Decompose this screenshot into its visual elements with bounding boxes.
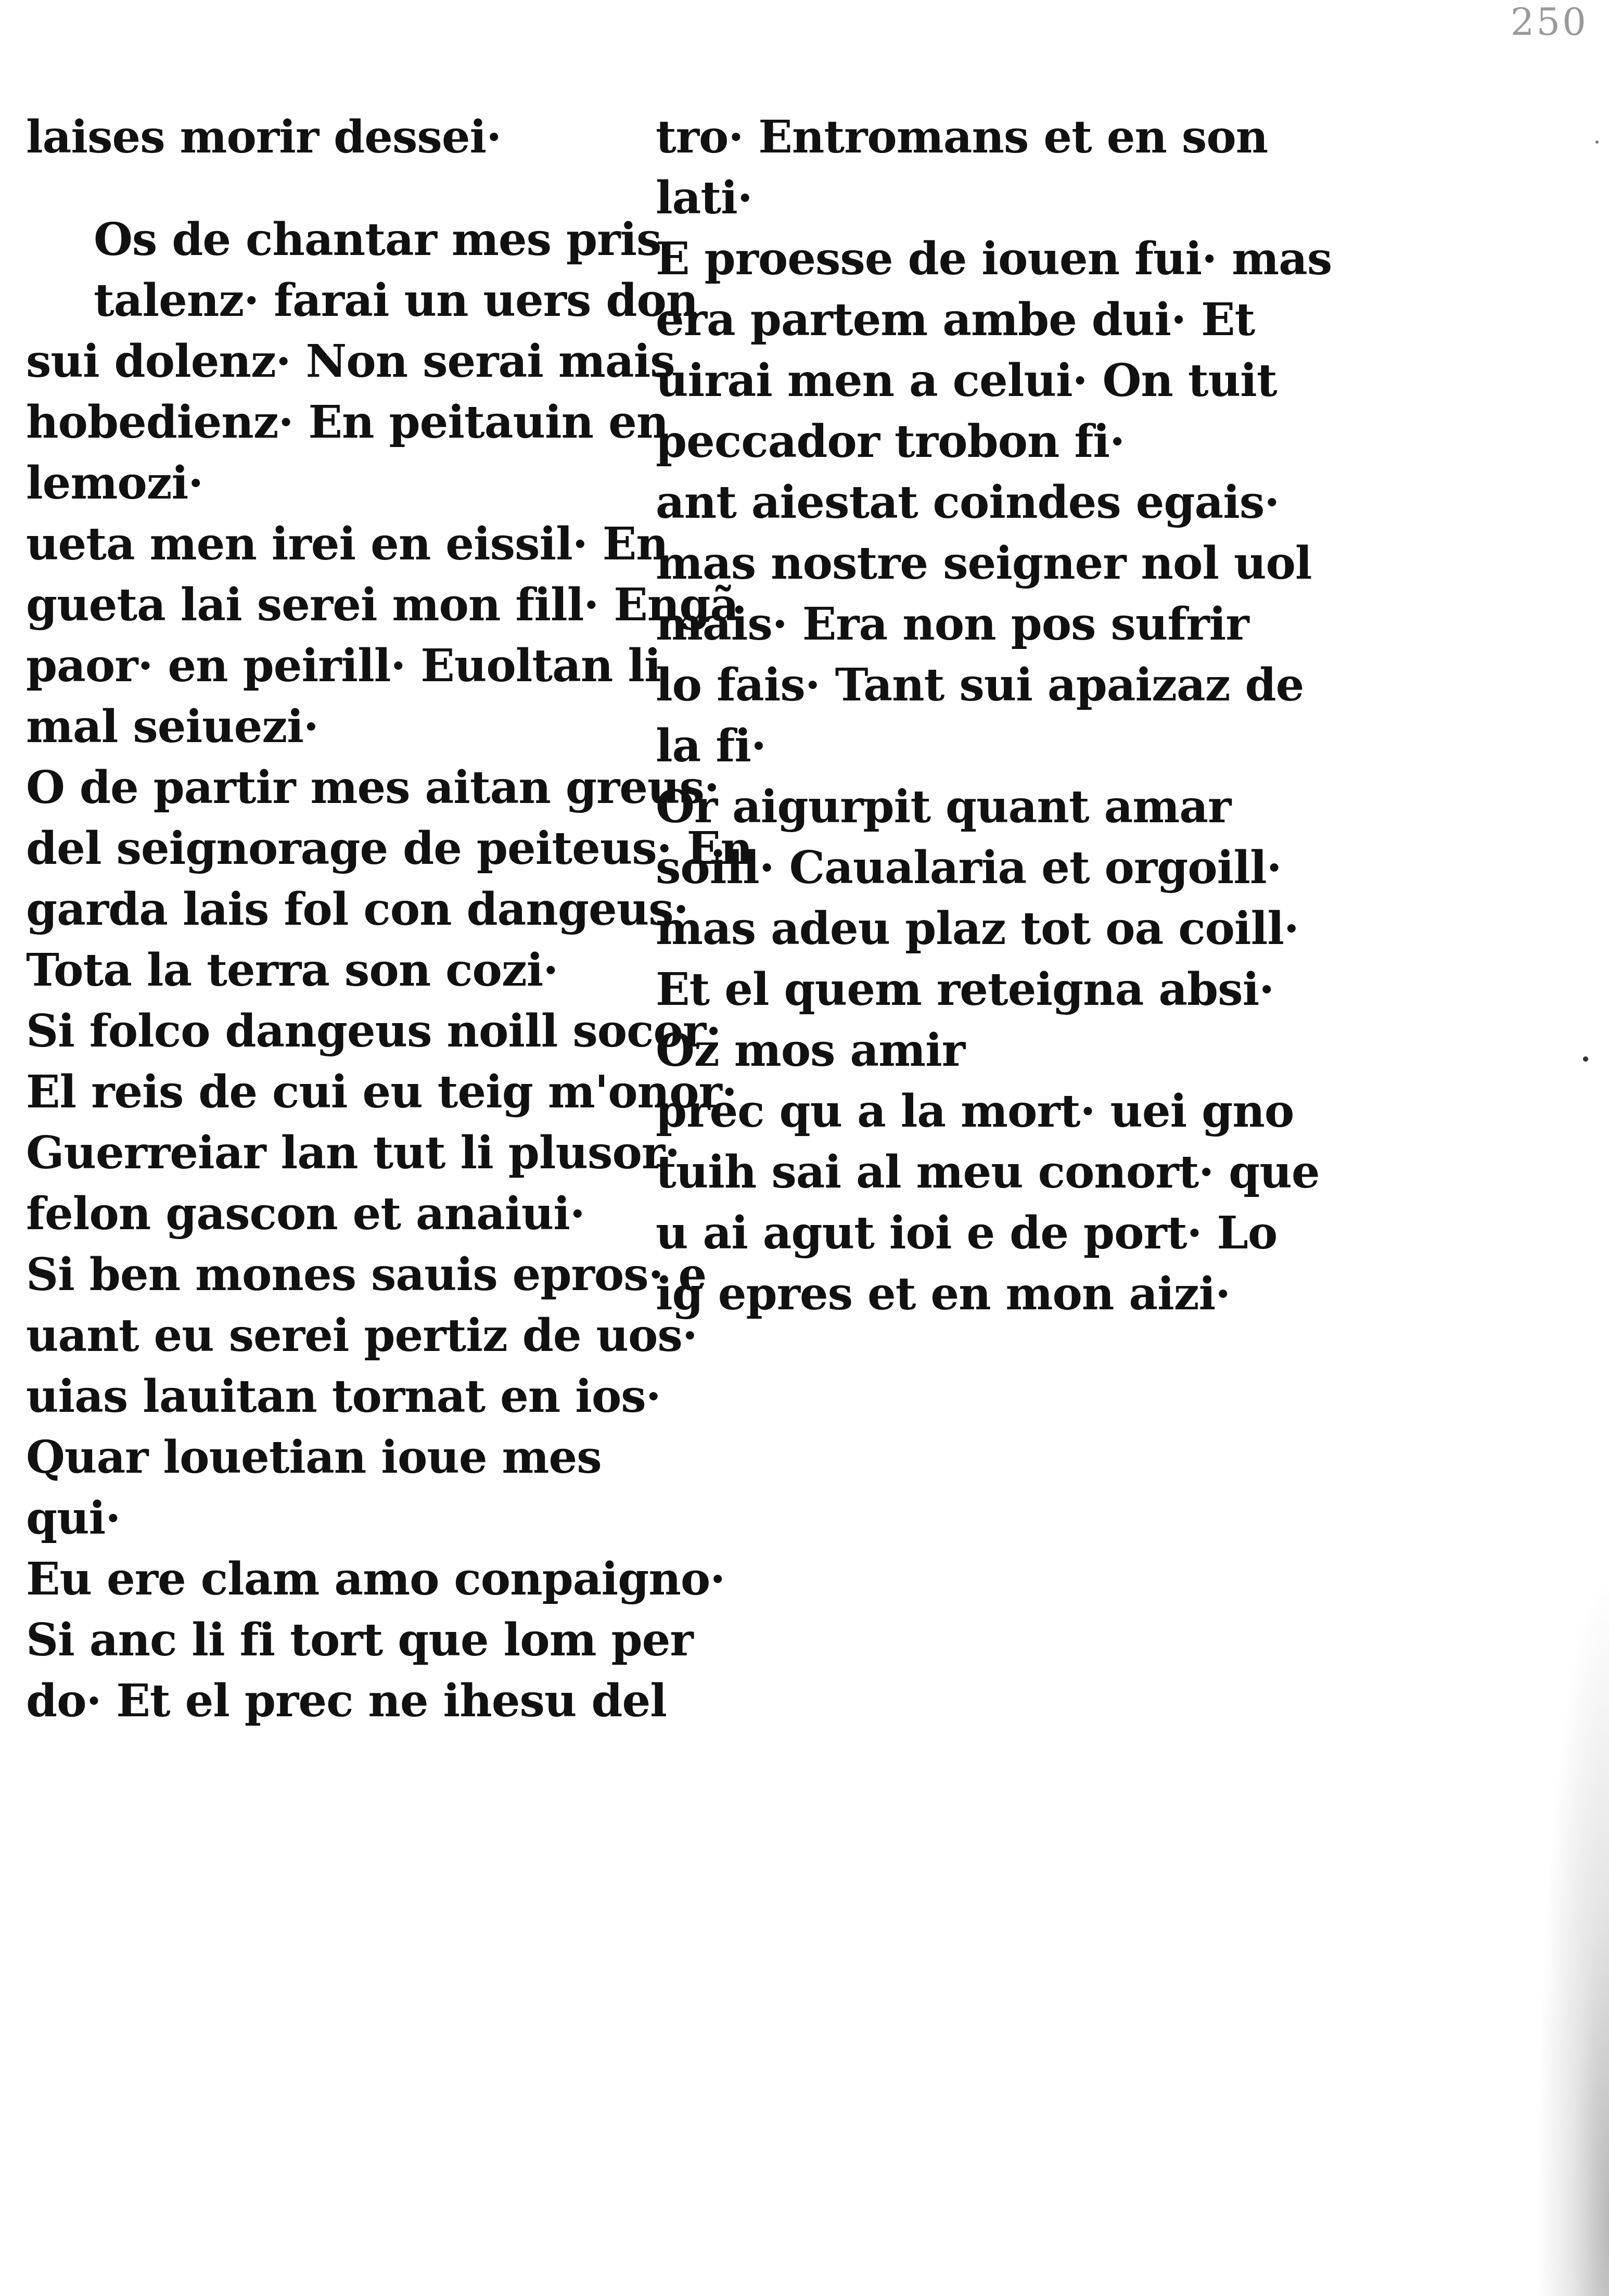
text-line: mais· Era non pos sufrir	[656, 598, 1249, 650]
text-line: garda lais fol con dangeus·	[26, 883, 688, 936]
text-line: uias lauitan tornat en ios·	[26, 1370, 661, 1423]
text-line: El reis de cui eu teig m'onor·	[26, 1066, 737, 1118]
text-line: peccador trobon fi·	[656, 415, 1125, 468]
text-line: del seignorage de peiteus· En	[26, 822, 752, 875]
text-line: mas adeu plaz tot oa coill·	[656, 902, 1299, 955]
text-line: tuih sai al meu conort· que	[656, 1146, 1320, 1198]
text-line: Si ben mones sauis epros· e	[26, 1248, 707, 1301]
text-line: Os de chantar mes pris	[94, 213, 661, 266]
text-line: ueta men irei en eissil· En	[26, 518, 668, 570]
text-line: do· Et el prec ne ihesu del	[26, 1675, 667, 1727]
text-line: O de partir mes aitan greus·	[26, 761, 719, 814]
page-edge-shadow	[1536, 1567, 1609, 2296]
text-line: Si folco dangeus noill socor·	[26, 1005, 721, 1057]
text-line: hobedienz· En peitauin en	[26, 396, 669, 449]
text-line: Si anc li fi tort que lom per	[26, 1614, 693, 1666]
text-line: Tota la terra son cozi·	[26, 944, 558, 997]
text-line: talenz· farai un uers don	[94, 274, 698, 327]
text-line: prec qu a la mort· uei gno	[656, 1085, 1294, 1138]
text-line: qui·	[26, 1492, 121, 1545]
text-line: E proesse de iouen fui· mas	[656, 233, 1332, 285]
text-line: era partem ambe dui· Et	[656, 294, 1255, 346]
text-line: Eu ere clam amo conpaigno·	[26, 1553, 725, 1605]
text-line: u ai agut ioi e de port· Lo	[656, 1207, 1278, 1259]
right-text-column	[656, 107, 1332, 1324]
text-line: Quar louetian ioue mes	[26, 1431, 602, 1484]
text-line: Oz mos amir	[656, 1024, 965, 1077]
ink-speck	[1595, 141, 1599, 144]
text-line: mal seiuezi·	[26, 700, 318, 753]
text-line: sui dolenz· Non serai mais	[26, 335, 675, 388]
text-line: Or aigurpit quant amar	[656, 781, 1231, 833]
text-line: ig epres et en mon aizi·	[656, 1268, 1231, 1320]
text-line: felon gascon et anaiui·	[26, 1188, 585, 1240]
text-line: Guerreiar lan tut li plusor·	[26, 1127, 680, 1179]
text-line: uirai men a celui· On tuit	[656, 354, 1277, 407]
text-line: Et el quem reteigna absi·	[656, 963, 1274, 1016]
text-line: lemozi·	[26, 457, 203, 509]
text-line: lati·	[656, 172, 752, 224]
text-line: tro· Entromans et en son	[656, 111, 1268, 163]
ink-speck	[1583, 1056, 1588, 1062]
text-line: la fi·	[656, 720, 766, 772]
text-line: soill· Caualaria et orgoill·	[656, 841, 1282, 894]
text-line: paor· en peirill· Euoltan li	[26, 640, 661, 692]
folio-number: 250	[1510, 0, 1588, 44]
text-line: ant aiestat coindes egais·	[656, 476, 1280, 529]
text-line: mas nostre seigner nol uol	[656, 537, 1312, 590]
text-line: lo fais· Tant sui apaizaz de	[656, 659, 1304, 711]
text-line: gueta lai serei mon fill· Engã	[26, 579, 739, 631]
text-line: uant eu serei pertiz de uos·	[26, 1309, 697, 1362]
text-line: laises morir dessei·	[26, 111, 502, 163]
